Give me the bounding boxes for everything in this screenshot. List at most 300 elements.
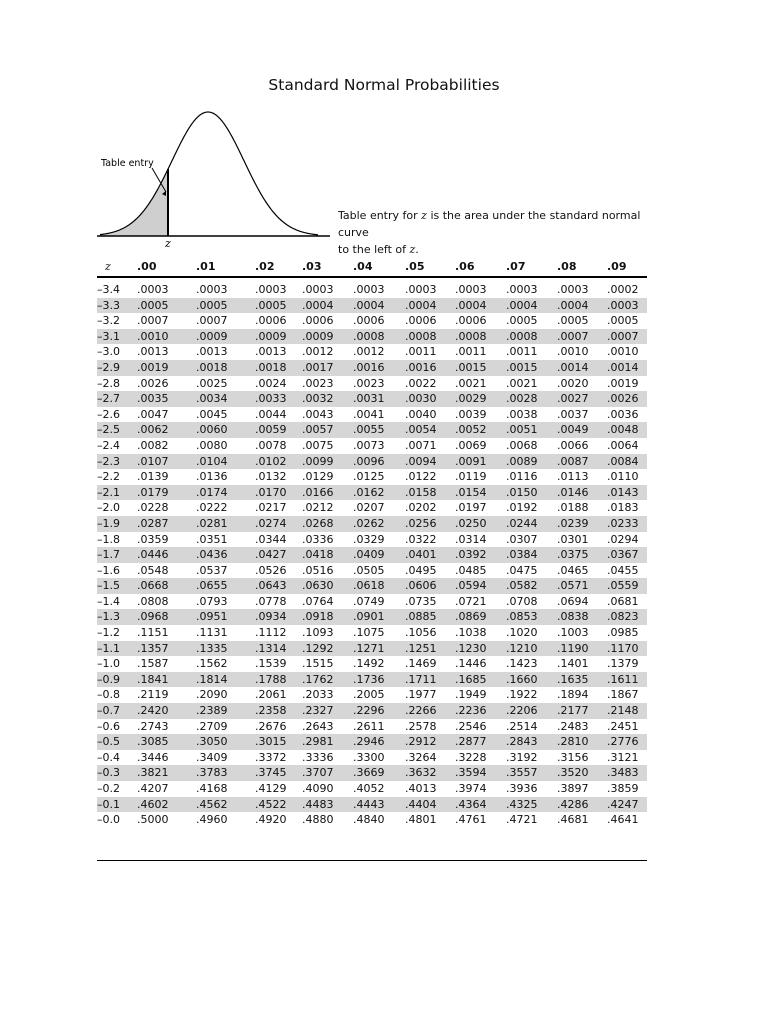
probability-cell: .0694 bbox=[557, 594, 589, 608]
probability-cell: .0057 bbox=[302, 423, 334, 437]
probability-cell: .0078 bbox=[255, 438, 287, 452]
probability-cell: .2981 bbox=[302, 735, 334, 749]
probability-cell: .0179 bbox=[137, 485, 169, 499]
probability-cell: .3859 bbox=[607, 782, 639, 795]
probability-cell: .0008 bbox=[353, 329, 385, 343]
probability-cell: .1841 bbox=[137, 672, 169, 686]
probability-cell: .1977 bbox=[405, 688, 437, 702]
table-row bbox=[97, 672, 647, 688]
z-value: –2.4 bbox=[97, 438, 120, 452]
probability-cell: .0007 bbox=[557, 329, 589, 343]
probability-cell: .3483 bbox=[607, 766, 639, 780]
probability-cell: .0012 bbox=[302, 345, 334, 359]
probability-cell: .3594 bbox=[455, 766, 487, 780]
probability-cell: .0027 bbox=[557, 392, 589, 406]
probability-cell: .0035 bbox=[137, 392, 169, 406]
probability-cell: .4840 bbox=[353, 813, 385, 827]
z-value: –3.1 bbox=[97, 329, 120, 343]
probability-cell: .0029 bbox=[455, 392, 487, 406]
probability-cell: .0075 bbox=[302, 438, 334, 452]
table-row bbox=[97, 563, 647, 579]
probability-cell: .0028 bbox=[506, 392, 538, 406]
probability-cell: .0006 bbox=[455, 314, 487, 328]
table-row bbox=[97, 516, 647, 532]
z-value: –3.2 bbox=[97, 314, 120, 328]
probability-cell: .4522 bbox=[255, 797, 287, 811]
table-row bbox=[97, 422, 647, 438]
probability-cell: .2177 bbox=[557, 704, 589, 718]
probability-cell: .3121 bbox=[607, 750, 639, 764]
probability-cell: .4247 bbox=[607, 797, 639, 811]
table-row bbox=[97, 812, 647, 828]
probability-cell: .2358 bbox=[255, 704, 287, 718]
probability-cell: .0051 bbox=[506, 423, 538, 437]
probability-cell: .0110 bbox=[607, 470, 639, 484]
probability-cell: .0015 bbox=[506, 360, 538, 374]
probability-cell: .0020 bbox=[557, 376, 589, 390]
probability-cell: .1075 bbox=[353, 626, 385, 640]
probability-cell: .0011 bbox=[455, 345, 487, 359]
probability-cell: .0021 bbox=[455, 376, 487, 390]
probability-cell: .0003 bbox=[506, 283, 538, 296]
probability-cell: .0064 bbox=[607, 438, 639, 452]
probability-cell: .0026 bbox=[137, 376, 169, 390]
probability-cell: .3192 bbox=[506, 750, 538, 764]
probability-cell: .0024 bbox=[255, 376, 287, 390]
probability-cell: .0162 bbox=[353, 485, 385, 499]
probability-cell: .4801 bbox=[405, 813, 437, 827]
z-value: –0.9 bbox=[97, 672, 120, 686]
probability-cell: .0009 bbox=[302, 329, 334, 343]
probability-cell: .2327 bbox=[302, 704, 334, 718]
probability-cell: .0010 bbox=[607, 345, 639, 359]
table-row bbox=[97, 687, 647, 703]
probability-cell: .1469 bbox=[405, 657, 437, 671]
probability-cell: .0005 bbox=[557, 314, 589, 328]
probability-cell: .3707 bbox=[302, 766, 334, 780]
probability-cell: .0008 bbox=[405, 329, 437, 343]
z-value: –2.3 bbox=[97, 454, 120, 468]
probability-cell: .0197 bbox=[455, 501, 487, 515]
probability-cell: .0202 bbox=[405, 501, 437, 515]
probability-cell: .2776 bbox=[607, 735, 639, 749]
probability-cell: .0087 bbox=[557, 454, 589, 468]
probability-cell: .0025 bbox=[196, 376, 228, 390]
probability-cell: .0045 bbox=[196, 407, 228, 421]
probability-cell: .0475 bbox=[506, 563, 538, 577]
z-value: –0.3 bbox=[97, 766, 120, 780]
probability-cell: .0033 bbox=[255, 392, 287, 406]
table-row bbox=[97, 438, 647, 454]
probability-cell: .2451 bbox=[607, 719, 639, 733]
probability-cell: .1401 bbox=[557, 657, 589, 671]
probability-cell: .0073 bbox=[353, 438, 385, 452]
caption-line-1: Table entry for z is the area under the standard normal curve bbox=[338, 209, 641, 239]
probability-cell: .0548 bbox=[137, 563, 169, 577]
probability-cell: .1020 bbox=[506, 626, 538, 640]
probability-cell: .2514 bbox=[506, 719, 538, 733]
probability-cell: .0793 bbox=[196, 594, 228, 608]
z-value: –2.8 bbox=[97, 376, 120, 390]
z-value: –3.0 bbox=[97, 345, 120, 359]
probability-table bbox=[97, 282, 647, 828]
probability-cell: .3936 bbox=[506, 782, 538, 795]
probability-cell: .1093 bbox=[302, 626, 334, 640]
table-row bbox=[97, 329, 647, 345]
probability-cell: .0014 bbox=[607, 360, 639, 374]
probability-cell: .4920 bbox=[255, 813, 287, 827]
table-row bbox=[97, 609, 647, 625]
probability-cell: .0455 bbox=[607, 563, 639, 577]
probability-cell: .2578 bbox=[405, 719, 437, 733]
normal-curve bbox=[100, 112, 318, 235]
probability-cell: .0823 bbox=[607, 610, 639, 624]
probability-cell: .0885 bbox=[405, 610, 437, 624]
table-entry-label: Table entry bbox=[101, 158, 154, 169]
probability-cell: .1003 bbox=[557, 626, 589, 640]
probability-cell: .0571 bbox=[557, 579, 589, 593]
probability-cell: .4286 bbox=[557, 797, 589, 811]
probability-cell: .0005 bbox=[255, 298, 287, 312]
probability-cell: .0062 bbox=[137, 423, 169, 437]
z-value: –1.6 bbox=[97, 563, 120, 577]
probability-cell: .0132 bbox=[255, 470, 287, 484]
probability-cell: .0409 bbox=[353, 548, 385, 562]
probability-cell: .0233 bbox=[607, 516, 639, 530]
probability-cell: .0003 bbox=[255, 283, 287, 296]
probability-cell: .0301 bbox=[557, 532, 589, 546]
probability-cell: .0228 bbox=[137, 501, 169, 515]
z-value: –1.0 bbox=[97, 657, 120, 671]
probability-cell: .0030 bbox=[405, 392, 437, 406]
probability-cell: .1379 bbox=[607, 657, 639, 671]
probability-cell: .4090 bbox=[302, 782, 334, 795]
z-value: –0.6 bbox=[97, 719, 120, 733]
probability-cell: .0017 bbox=[302, 360, 334, 374]
probability-cell: .1423 bbox=[506, 657, 538, 671]
probability-cell: .3897 bbox=[557, 782, 589, 795]
probability-cell: .2090 bbox=[196, 688, 228, 702]
probability-cell: .0262 bbox=[353, 516, 385, 530]
probability-cell: .2005 bbox=[353, 688, 385, 702]
probability-cell: .0951 bbox=[196, 610, 228, 624]
probability-cell: .0003 bbox=[353, 283, 385, 296]
probability-cell: .2843 bbox=[506, 735, 538, 749]
probability-cell: .2877 bbox=[455, 735, 487, 749]
probability-cell: .0143 bbox=[607, 485, 639, 499]
table-row bbox=[97, 734, 647, 750]
probability-cell: .0003 bbox=[607, 298, 639, 312]
probability-cell: .1562 bbox=[196, 657, 228, 671]
probability-cell: .1271 bbox=[353, 641, 385, 655]
table-row bbox=[97, 578, 647, 594]
probability-cell: .1112 bbox=[255, 626, 287, 640]
probability-cell: .0018 bbox=[196, 360, 228, 374]
probability-cell: .0016 bbox=[353, 360, 385, 374]
probability-cell: .0735 bbox=[405, 594, 437, 608]
probability-cell: .0007 bbox=[196, 314, 228, 328]
probability-cell: .4880 bbox=[302, 813, 334, 827]
probability-cell: .3783 bbox=[196, 766, 228, 780]
shaded-area bbox=[100, 169, 168, 236]
table-row bbox=[97, 376, 647, 392]
probability-cell: .0023 bbox=[353, 376, 385, 390]
probability-cell: .4129 bbox=[255, 782, 287, 795]
probability-cell: .0465 bbox=[557, 563, 589, 577]
probability-cell: .1711 bbox=[405, 672, 437, 686]
probability-cell: .0212 bbox=[302, 501, 334, 515]
probability-cell: .0032 bbox=[302, 392, 334, 406]
table-row bbox=[97, 625, 647, 641]
column-header: .05 bbox=[405, 260, 425, 273]
caption-line-2: to the left of z. bbox=[338, 243, 419, 256]
probability-cell: .0655 bbox=[196, 579, 228, 593]
probability-cell: .1335 bbox=[196, 641, 228, 655]
probability-cell: .0052 bbox=[455, 423, 487, 437]
page-title: Standard Normal Probabilities bbox=[268, 76, 500, 94]
probability-cell: .0019 bbox=[607, 376, 639, 390]
z-value: –1.5 bbox=[97, 579, 120, 593]
probability-cell: .1539 bbox=[255, 657, 287, 671]
z-value: –2.9 bbox=[97, 360, 120, 374]
probability-cell: .0239 bbox=[557, 516, 589, 530]
probability-cell: .1170 bbox=[607, 641, 639, 655]
probability-cell: .3632 bbox=[405, 766, 437, 780]
probability-cell: .3264 bbox=[405, 750, 437, 764]
probability-cell: .2148 bbox=[607, 704, 639, 718]
probability-cell: .2810 bbox=[557, 735, 589, 749]
probability-cell: .2946 bbox=[353, 735, 385, 749]
probability-cell: .3085 bbox=[137, 735, 169, 749]
probability-cell: .0113 bbox=[557, 470, 589, 484]
probability-cell: .4562 bbox=[196, 797, 228, 811]
table-row bbox=[97, 344, 647, 360]
probability-cell: .0019 bbox=[137, 360, 169, 374]
column-header: .06 bbox=[455, 260, 475, 273]
probability-cell: .2236 bbox=[455, 704, 487, 718]
probability-cell: .0036 bbox=[607, 407, 639, 421]
probability-cell: .4761 bbox=[455, 813, 487, 827]
probability-cell: .1230 bbox=[455, 641, 487, 655]
column-header: .01 bbox=[196, 260, 216, 273]
table-row bbox=[97, 797, 647, 813]
probability-cell: .1038 bbox=[455, 626, 487, 640]
probability-cell: .0004 bbox=[302, 298, 334, 312]
probability-cell: .0060 bbox=[196, 423, 228, 437]
probability-cell: .0559 bbox=[607, 579, 639, 593]
probability-cell: .0004 bbox=[455, 298, 487, 312]
probability-cell: .0274 bbox=[255, 516, 287, 530]
probability-cell: .0031 bbox=[353, 392, 385, 406]
column-header: .02 bbox=[255, 260, 275, 273]
probability-cell: .0287 bbox=[137, 516, 169, 530]
table-row bbox=[97, 407, 647, 423]
table-row bbox=[97, 765, 647, 781]
probability-cell: .0516 bbox=[302, 563, 334, 577]
probability-cell: .0643 bbox=[255, 579, 287, 593]
z-value: –3.3 bbox=[97, 298, 120, 312]
probability-cell: .0901 bbox=[353, 610, 385, 624]
probability-cell: .0384 bbox=[506, 548, 538, 562]
probability-cell: .0043 bbox=[302, 407, 334, 421]
probability-cell: .0071 bbox=[405, 438, 437, 452]
probability-cell: .0011 bbox=[506, 345, 538, 359]
probability-cell: .0721 bbox=[455, 594, 487, 608]
probability-cell: .0256 bbox=[405, 516, 437, 530]
probability-cell: .0069 bbox=[455, 438, 487, 452]
probability-cell: .3557 bbox=[506, 766, 538, 780]
z-value: –2.6 bbox=[97, 407, 120, 421]
probability-cell: .0054 bbox=[405, 423, 437, 437]
probability-cell: .0102 bbox=[255, 454, 287, 468]
table-row bbox=[97, 454, 647, 470]
probability-cell: .0008 bbox=[506, 329, 538, 343]
probability-cell: .0099 bbox=[302, 454, 334, 468]
probability-cell: .0594 bbox=[455, 579, 487, 593]
probability-cell: .0329 bbox=[353, 532, 385, 546]
probability-cell: .0188 bbox=[557, 501, 589, 515]
probability-cell: .0005 bbox=[137, 298, 169, 312]
table-row bbox=[97, 298, 647, 314]
probability-cell: .0838 bbox=[557, 610, 589, 624]
probability-cell: .0668 bbox=[137, 579, 169, 593]
probability-cell: .0207 bbox=[353, 501, 385, 515]
probability-cell: .0322 bbox=[405, 532, 437, 546]
z-value: –1.9 bbox=[97, 516, 120, 530]
z-value: –1.2 bbox=[97, 626, 120, 640]
probability-cell: .0375 bbox=[557, 548, 589, 562]
probability-cell: .0606 bbox=[405, 579, 437, 593]
probability-cell: .0307 bbox=[506, 532, 538, 546]
probability-cell: .4602 bbox=[137, 797, 169, 811]
probability-cell: .0170 bbox=[255, 485, 287, 499]
probability-cell: .0446 bbox=[137, 548, 169, 562]
probability-cell: .0040 bbox=[405, 407, 437, 421]
probability-cell: .0158 bbox=[405, 485, 437, 499]
probability-cell: .0016 bbox=[405, 360, 437, 374]
probability-cell: .0007 bbox=[137, 314, 169, 328]
probability-cell: .1056 bbox=[405, 626, 437, 640]
probability-cell: .0004 bbox=[405, 298, 437, 312]
probability-cell: .0005 bbox=[607, 314, 639, 328]
table-row bbox=[97, 313, 647, 329]
probability-cell: .0985 bbox=[607, 626, 639, 640]
probability-cell: .2061 bbox=[255, 688, 287, 702]
probability-cell: .0041 bbox=[353, 407, 385, 421]
probability-cell: .1492 bbox=[353, 657, 385, 671]
table-row bbox=[97, 360, 647, 376]
probability-cell: .3446 bbox=[137, 750, 169, 764]
probability-cell: .1515 bbox=[302, 657, 334, 671]
probability-cell: .0427 bbox=[255, 548, 287, 562]
probability-cell: .1314 bbox=[255, 641, 287, 655]
probability-cell: .2266 bbox=[405, 704, 437, 718]
probability-cell: .1587 bbox=[137, 657, 169, 671]
table-bottom-rule bbox=[97, 860, 647, 861]
probability-cell: .0038 bbox=[506, 407, 538, 421]
probability-cell: .0192 bbox=[506, 501, 538, 515]
probability-cell: .0808 bbox=[137, 594, 169, 608]
probability-cell: .1685 bbox=[455, 672, 487, 686]
table-row bbox=[97, 485, 647, 501]
probability-cell: .4207 bbox=[137, 782, 169, 795]
probability-cell: .2033 bbox=[302, 688, 334, 702]
probability-cell: .0094 bbox=[405, 454, 437, 468]
probability-cell: .1762 bbox=[302, 672, 334, 686]
probability-cell: .0485 bbox=[455, 563, 487, 577]
probability-cell: .0059 bbox=[255, 423, 287, 437]
probability-cell: .0853 bbox=[506, 610, 538, 624]
table-row bbox=[97, 641, 647, 657]
probability-cell: .3745 bbox=[255, 766, 287, 780]
probability-cell: .0505 bbox=[353, 563, 385, 577]
table-row bbox=[97, 547, 647, 563]
probability-cell: .0015 bbox=[455, 360, 487, 374]
z-value: –2.7 bbox=[97, 392, 120, 406]
probability-cell: .3050 bbox=[196, 735, 228, 749]
probability-cell: .0250 bbox=[455, 516, 487, 530]
z-value: –2.2 bbox=[97, 470, 120, 484]
probability-cell: .0004 bbox=[557, 298, 589, 312]
probability-cell: .0174 bbox=[196, 485, 228, 499]
probability-cell: .0005 bbox=[506, 314, 538, 328]
probability-cell: .1867 bbox=[607, 688, 639, 702]
probability-cell: .1357 bbox=[137, 641, 169, 655]
table-header bbox=[97, 258, 647, 278]
probability-cell: .0007 bbox=[607, 329, 639, 343]
probability-cell: .1635 bbox=[557, 672, 589, 686]
column-header: .03 bbox=[302, 260, 322, 273]
z-value: –0.4 bbox=[97, 750, 120, 764]
probability-cell: .4483 bbox=[302, 797, 334, 811]
z-value: –0.0 bbox=[97, 813, 120, 827]
probability-cell: .4168 bbox=[196, 782, 228, 795]
probability-cell: .0630 bbox=[302, 579, 334, 593]
probability-cell: .0091 bbox=[455, 454, 487, 468]
probability-cell: .1611 bbox=[607, 672, 639, 686]
probability-cell: .0154 bbox=[455, 485, 487, 499]
table-row bbox=[97, 750, 647, 766]
probability-cell: .0344 bbox=[255, 532, 287, 546]
probability-cell: .0764 bbox=[302, 594, 334, 608]
z-value: –0.7 bbox=[97, 704, 120, 718]
probability-cell: .4681 bbox=[557, 813, 589, 827]
table-row bbox=[97, 469, 647, 485]
z-value: –2.0 bbox=[97, 501, 120, 515]
probability-cell: .2389 bbox=[196, 704, 228, 718]
probability-cell: .0116 bbox=[506, 470, 538, 484]
probability-cell: .0084 bbox=[607, 454, 639, 468]
probability-cell: .0119 bbox=[455, 470, 487, 484]
probability-cell: .1736 bbox=[353, 672, 385, 686]
probability-cell: .3228 bbox=[455, 750, 487, 764]
table-row bbox=[97, 282, 647, 298]
probability-cell: .0009 bbox=[255, 329, 287, 343]
probability-cell: .0026 bbox=[607, 392, 639, 406]
z-column-header: z bbox=[105, 260, 111, 273]
probability-cell: .2643 bbox=[302, 719, 334, 733]
probability-cell: .0008 bbox=[455, 329, 487, 343]
probability-cell: .4641 bbox=[607, 813, 639, 827]
probability-cell: .0055 bbox=[353, 423, 385, 437]
column-header: .07 bbox=[506, 260, 526, 273]
probability-cell: .0268 bbox=[302, 516, 334, 530]
probability-cell: .3974 bbox=[455, 782, 487, 795]
probability-cell: .4325 bbox=[506, 797, 538, 811]
probability-cell: .1190 bbox=[557, 641, 589, 655]
probability-cell: .2420 bbox=[137, 704, 169, 718]
probability-cell: .0294 bbox=[607, 532, 639, 546]
